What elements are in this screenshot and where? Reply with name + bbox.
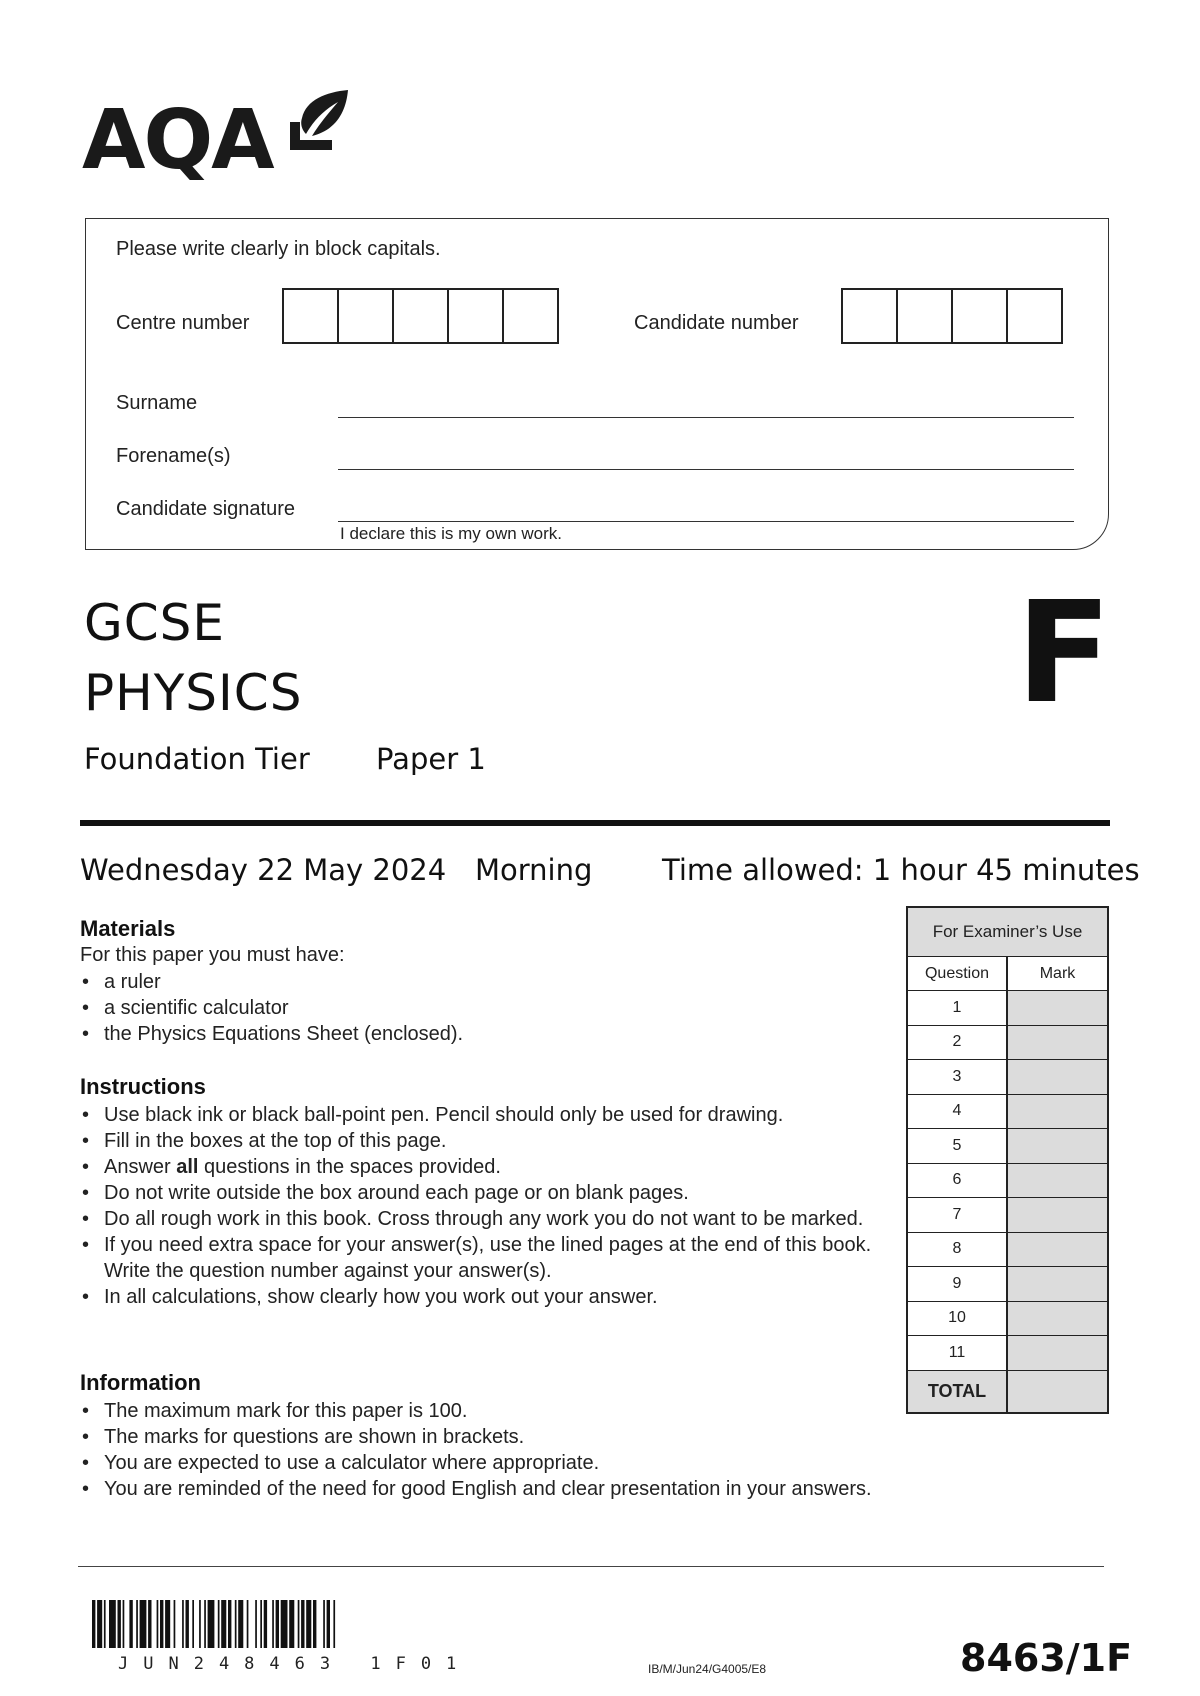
mark-cell <box>1006 1301 1109 1336</box>
mark-cell <box>1006 1232 1109 1267</box>
aqa-leaf-icon <box>282 88 352 158</box>
instructions-list <box>80 1102 880 1310</box>
signature-label: Candidate signature <box>116 498 296 520</box>
list-item: • Fill in the boxes at the top of this page. <box>80 1128 880 1154</box>
examiner-use-title: For Examiner’s Use <box>906 906 1109 956</box>
table-row <box>906 1025 1109 1060</box>
tier-label: Foundation Tier <box>84 742 310 776</box>
question-number-cell: 10 <box>906 1301 1006 1336</box>
list-item: • In all calculations, show clearly how you work out your answer. <box>80 1284 880 1310</box>
qualification-title: GCSE <box>84 594 225 652</box>
surname-field[interactable] <box>338 417 1074 418</box>
declaration-text: I declare this is my own work. <box>340 524 563 543</box>
forenames-field[interactable] <box>338 469 1074 470</box>
candidate-number-digit-box[interactable] <box>1006 288 1063 344</box>
barcode-icon <box>92 1600 504 1648</box>
candidate-number-digit-box[interactable] <box>841 288 898 344</box>
materials-intro: For this paper you must have: <box>80 944 345 966</box>
table-row <box>906 1059 1109 1094</box>
centre-number-digit-box[interactable] <box>392 288 449 344</box>
exam-date: Wednesday 22 May 2024 <box>80 853 447 887</box>
table-row <box>906 1266 1109 1301</box>
aqa-logo-text: AQA <box>82 93 273 188</box>
candidate-number-label: Candidate number <box>634 312 799 334</box>
centre-number-digit-box[interactable] <box>502 288 559 344</box>
mark-cell <box>1006 1197 1109 1232</box>
question-number-cell: 8 <box>906 1232 1006 1267</box>
surname-label: Surname <box>116 392 198 414</box>
table-row <box>906 1197 1109 1232</box>
list-item: • Do all rough work in this book. Cross through any work you do not want to be marked. <box>80 1206 880 1232</box>
aqa-logo <box>82 88 352 188</box>
table-row <box>906 1128 1109 1163</box>
mark-cell <box>1006 1025 1109 1060</box>
tier-letter: F <box>1016 572 1112 735</box>
block-capitals-instruction: Please write clearly in block capitals. <box>116 238 441 260</box>
information-heading: Information <box>80 1370 201 1395</box>
list-item: • You are expected to use a calculator where appropriate. <box>80 1450 880 1476</box>
subject-title: PHYSICS <box>84 664 303 722</box>
total-label: TOTAL <box>906 1370 1006 1414</box>
paper-code: 8463/1F <box>960 1636 1133 1680</box>
centre-number-digit-box[interactable] <box>282 288 339 344</box>
forenames-label: Forename(s) <box>116 445 231 467</box>
total-row <box>906 1370 1109 1414</box>
mark-cell <box>1006 1094 1109 1129</box>
question-number-cell: 7 <box>906 1197 1006 1232</box>
paper-label: Paper 1 <box>376 742 486 776</box>
question-number-cell: 5 <box>906 1128 1006 1163</box>
centre-number-digit-box[interactable] <box>447 288 504 344</box>
mark-cell <box>1006 990 1109 1025</box>
list-item: • a scientific calculator <box>80 995 880 1021</box>
materials-heading: Materials <box>80 916 176 941</box>
exam-session: Morning <box>475 853 593 887</box>
mark-cell <box>1006 1335 1109 1370</box>
candidate-number-boxes[interactable] <box>841 288 1063 344</box>
table-row <box>906 990 1109 1025</box>
table-row <box>906 1335 1109 1370</box>
list-item: • If you need extra space for your answer(s), use the lined pages at the end of this book. Write the question number against your answer(s). <box>80 1232 880 1284</box>
examiner-table-rows <box>906 990 1109 1370</box>
examiner-table-header-row <box>906 956 1109 990</box>
signature-field[interactable] <box>338 521 1074 522</box>
candidate-number-digit-box[interactable] <box>896 288 953 344</box>
list-item: • the Physics Equations Sheet (enclosed). <box>80 1021 880 1047</box>
question-number-cell: 4 <box>906 1094 1006 1129</box>
information-list <box>80 1398 880 1502</box>
list-item: • a ruler <box>80 969 880 995</box>
question-number-cell: 2 <box>906 1025 1006 1060</box>
question-number-cell: 9 <box>906 1266 1006 1301</box>
question-number-cell: 6 <box>906 1163 1006 1198</box>
table-row <box>906 1094 1109 1129</box>
table-row <box>906 1163 1109 1198</box>
question-column-header: Question <box>906 956 1006 990</box>
list-item: • You are reminded of the need for good English and clear presentation in your answers. <box>80 1476 880 1502</box>
total-mark-cell <box>1006 1370 1109 1414</box>
mark-cell <box>1006 1128 1109 1163</box>
question-number-cell: 1 <box>906 990 1006 1025</box>
mark-column-header: Mark <box>1006 956 1109 990</box>
table-row <box>906 1232 1109 1267</box>
mark-cell <box>1006 1266 1109 1301</box>
examiner-use-table <box>906 906 1109 1414</box>
centre-number-label: Centre number <box>116 312 250 334</box>
list-item: • Answer all questions in the spaces provided. <box>80 1154 880 1180</box>
materials-list <box>80 969 880 1047</box>
mark-cell <box>1006 1059 1109 1094</box>
mark-cell <box>1006 1163 1109 1198</box>
time-allowed: Time allowed: 1 hour 45 minutes <box>662 853 1140 887</box>
title-divider <box>80 820 1110 826</box>
question-number-cell: 3 <box>906 1059 1006 1094</box>
candidate-number-digit-box[interactable] <box>951 288 1008 344</box>
footer-divider <box>78 1566 1104 1567</box>
instructions-heading: Instructions <box>80 1074 206 1099</box>
centre-number-boxes[interactable] <box>282 288 559 344</box>
question-number-cell: 11 <box>906 1335 1006 1370</box>
list-item: • Use black ink or black ball-point pen. Pencil should only be used for drawing. <box>80 1102 880 1128</box>
table-row <box>906 1301 1109 1336</box>
list-item: • The maximum mark for this paper is 100. <box>80 1398 880 1424</box>
list-item: • Do not write outside the box around each page or on blank pages. <box>80 1180 880 1206</box>
document-reference: IB/M/Jun24/G4005/E8 <box>648 1662 767 1676</box>
barcode-text: JUN248463 1F01 <box>118 1654 472 1674</box>
list-item: • The marks for questions are shown in brackets. <box>80 1424 880 1450</box>
centre-number-digit-box[interactable] <box>337 288 394 344</box>
